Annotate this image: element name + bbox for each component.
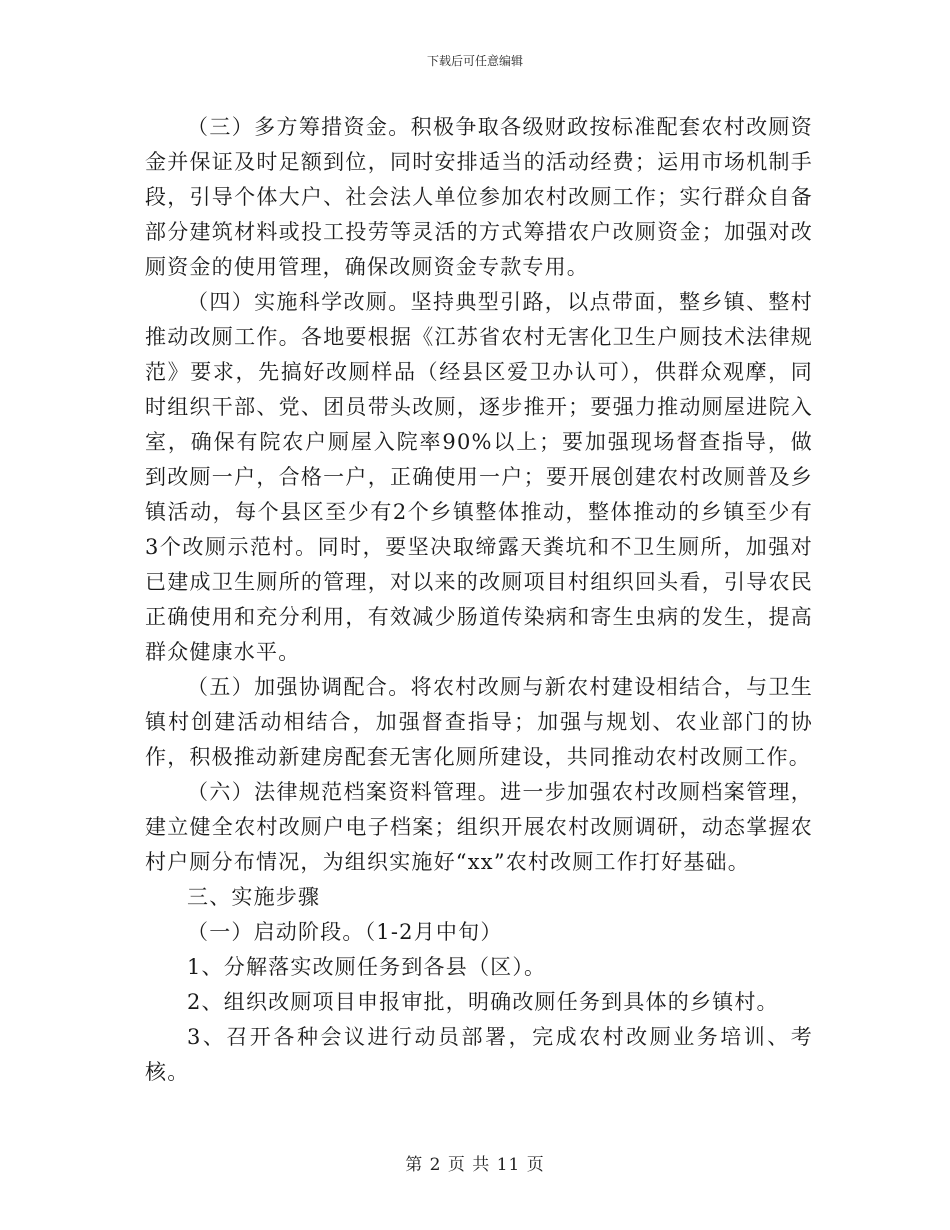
paragraph-coordination: （五）加强协调配合。将农村改厕与新农村建设相结合，与卫生镇村创建活动相结合，加强督查指导；加强与规划、农业部门的协作，积极推动新建房配套无害化厕所建设，共同推动农村改厕工作。 [145,675,813,769]
paragraph-funding: （三）多方筹措资金。积极争取各级财政按标准配套农村改厕资金并保证及时足额到位，同时安排适当的活动经费；运用市场机制手段，引导个体大户、社会法人单位参加农村改厕工作；实行群众自备部分建筑材料或投工投劳等灵活的方式筹措农户改厕资金；加强对改厕资金的使用管理，确保改厕资金专款专用。 [145,115,813,279]
paragraph-scientific-renovation: （四）实施科学改厕。坚持典型引路，以点带面，整乡镇、整村推动改厕工作。各地要根据《江苏省农村无害化卫生户厕技术法律规范》要求，先搞好改厕样品（经县区爱卫办认可），供群众观摩，同时组织干部、党、团员带头改厕，逐步推开；要强力推动厕屋进院入室，确保有院农户厕屋入院率90%以上；要加强现场督查指导，做到改厕一户，合格一户，正确使用一户；要开展创建农村改厕普及乡镇活动，每个县区至少有2个乡镇整体推动，整体推动的乡镇至少有3个改厕示范村。同时，要坚决取缔露天粪坑和不卫生厕所，加强对已建成卫生厕所的管理，对以来的改厕项目村组织回头看，引导农民正确使用和充分利用，有效减少肠道传染病和寄生虫病的发生，提高群众健康水平。 [145,290,813,664]
list-item-step-2: 2、组织改厕项目申报审批，明确改厕任务到具体的乡镇村。 [187,990,779,1014]
list-item-step-3: 3、召开各种会议进行动员部署，完成农村改厕业务培训、考核。 [145,1025,813,1084]
section-heading-implementation-steps: 三、实施步骤 [187,885,321,909]
document-body [145,110,813,1090]
page-header-note: 下载后可任意编辑 [426,54,523,68]
subsection-heading-startup-phase: （一）启动阶段。（1-2月中旬） [187,920,503,944]
paragraph-archive-management: （六）法律规范档案资料管理。进一步加强农村改厕档案管理，建立健全农村改厕户电子档案；组织开展农村改厕调研，动态掌握农村户厕分布情况，为组织实施好“xx”农村改厕工作打好基础。 [145,780,813,874]
page-number-footer: 第 2 页 共 11 页 [405,1155,545,1175]
list-item-step-1: 1、分解落实改厕任务到各县（区）。 [187,955,547,979]
